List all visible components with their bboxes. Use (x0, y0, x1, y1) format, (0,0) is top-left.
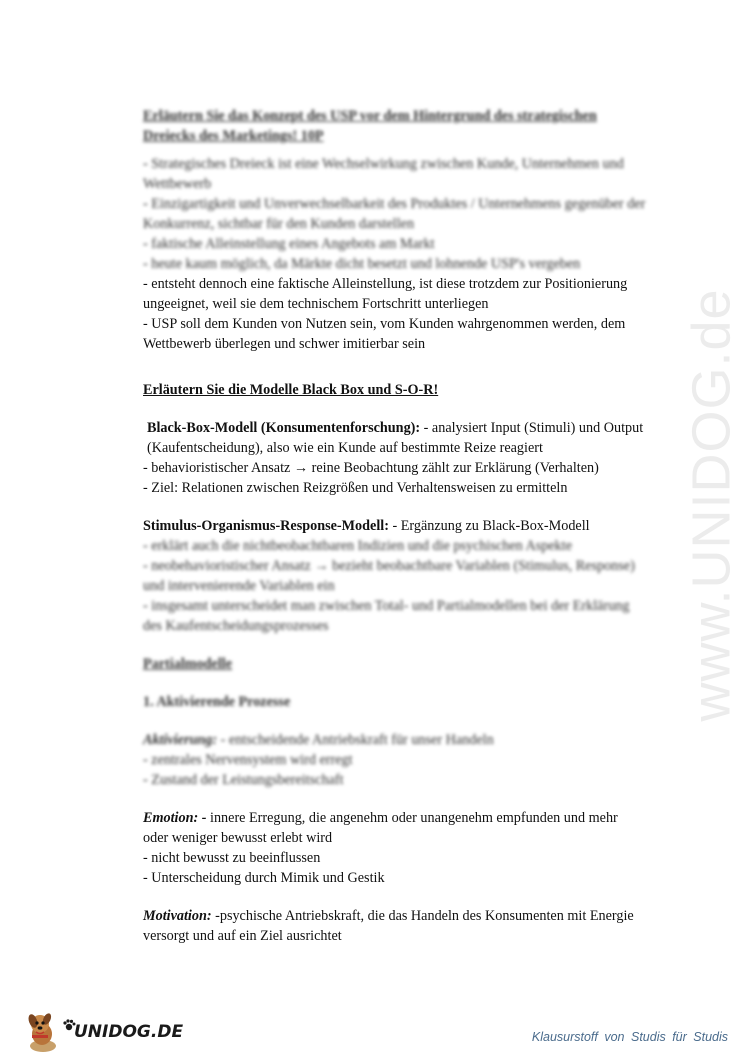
text-line: - Unterscheidung durch Mimik und Gestik (143, 870, 385, 886)
motivation-term: Motivation: (143, 908, 212, 924)
unidog-logo (26, 1008, 186, 1056)
text-span: reine Beobachtung zählt zur Erklärung (Verhalten) (308, 460, 599, 476)
blurred-line: - Einzigartigkeit und Unverwechselbarkeit des Produktes / Unternehmens gegenüber der (143, 196, 646, 212)
blurred-line: Konkurrenz, sichtbar für den Kunden darstellen (143, 216, 415, 232)
dog-mascot-icon (26, 1010, 60, 1054)
partial-models-heading: Partialmodelle (143, 656, 233, 672)
text-line: versorgt und auf ein Ziel ausrichtet (143, 928, 342, 944)
sor-desc: - Ergänzung zu Black-Box-Modell (388, 518, 590, 534)
activation-desc: - entscheidende Antriebskraft für unser Handeln (217, 732, 494, 748)
blurred-line: und intervenierende Variablen ein (143, 578, 335, 594)
text-line: - nicht bewusst zu beeinflussen (143, 850, 321, 866)
motivation-paragraph (143, 906, 683, 926)
emotion-desc: innere Erregung, die angenehm oder unangenehm empfunden und mehr (206, 810, 618, 826)
text-line: - Ziel: Relationen zwischen Reizgrößen und Verhaltensweisen zu ermitteln (143, 480, 568, 496)
watermark-text: www.UNIDOG.de (682, 288, 742, 722)
activation-paragraph (143, 730, 683, 750)
text-line: (Kaufentscheidung), also wie ein Kunde auf bestimmte Reize reagiert (147, 440, 543, 456)
blurred-line: - heute kaum möglich, da Märkte dicht besetzt und lohnende USP's vergeben (143, 256, 581, 272)
activating-processes-heading: 1. Aktivierende Prozesse (143, 694, 291, 710)
emotion-paragraph (143, 808, 683, 828)
blurred-line: - Zustand der Leistungsbereitschaft (143, 772, 344, 788)
black-box-paragraph (143, 418, 683, 438)
blurred-line: - insgesamt unterscheidet man zwischen Total- und Partialmodellen bei der Erklärung (143, 598, 630, 614)
blurred-line: - faktische Alleinstellung eines Angebots am Markt (143, 236, 435, 252)
text-line: Wettbewerb überlegen und schwer imitierbar sein (143, 336, 426, 352)
usp-question-heading-line2: Dreiecks des Marketings! 10P (143, 128, 324, 144)
text-line: - entsteht dennoch eine faktische Alleinstellung, ist diese trotzdem zur Positionierung (143, 276, 628, 292)
text-line (143, 458, 683, 478)
sor-paragraph (143, 516, 683, 536)
logo-text: UNIDOG.DE (74, 1022, 184, 1042)
blurred-line: Wettbewerb (143, 176, 212, 192)
sor-term: Stimulus-Organismus-Response-Modell: (143, 518, 389, 534)
document-body (143, 106, 683, 946)
usp-question-heading-line1: Erläutern Sie das Konzept des USP vor dem Hintergrund des strategischen (143, 108, 597, 124)
footer-tagline: Klausurstoff von Studis für Studis (531, 1030, 728, 1044)
text-line: oder weniger bewusst erlebt wird (143, 830, 333, 846)
arrow-icon: → (293, 460, 309, 476)
activation-term: Aktivierung: (143, 732, 218, 748)
text-line: ungeeignet, weil sie dem technischem Fortschritt unterliegen (143, 296, 489, 312)
models-question-heading: Erläutern Sie die Modelle Black Box und S-O-R! (143, 382, 439, 398)
sor-blurred-block (143, 536, 683, 790)
blurred-line: - neobehavioristischer Ansatz → bezieht beobachtbare Variablen (Stimulus, Response) (143, 558, 635, 574)
black-box-desc: - analysiert Input (Stimuli) und Output (420, 420, 644, 436)
text-line: - USP soll dem Kunden von Nutzen sein, vom Kunden wahrgenommen werden, dem (143, 316, 626, 332)
usp-question-block (143, 106, 683, 274)
text-span: - behavioristischer Ansatz (143, 460, 294, 476)
motivation-desc: -psychische Antriebskraft, die das Handeln des Konsumenten mit Energie (211, 908, 634, 924)
blurred-line: - Strategisches Dreieck ist eine Wechselwirkung zwischen Kunde, Unternehmen und (143, 156, 624, 172)
black-box-term: Black-Box-Modell (Konsumentenforschung): (147, 420, 421, 436)
blurred-line: des Kaufentscheidungsprozesses (143, 618, 329, 634)
blurred-line: - zentrales Nervensystem wird erregt (143, 752, 353, 768)
emotion-term: Emotion: - (143, 810, 207, 826)
blurred-line: - erklärt auch die nichtbeobachtbaren Indizien und die psychischen Aspekte (143, 538, 573, 554)
